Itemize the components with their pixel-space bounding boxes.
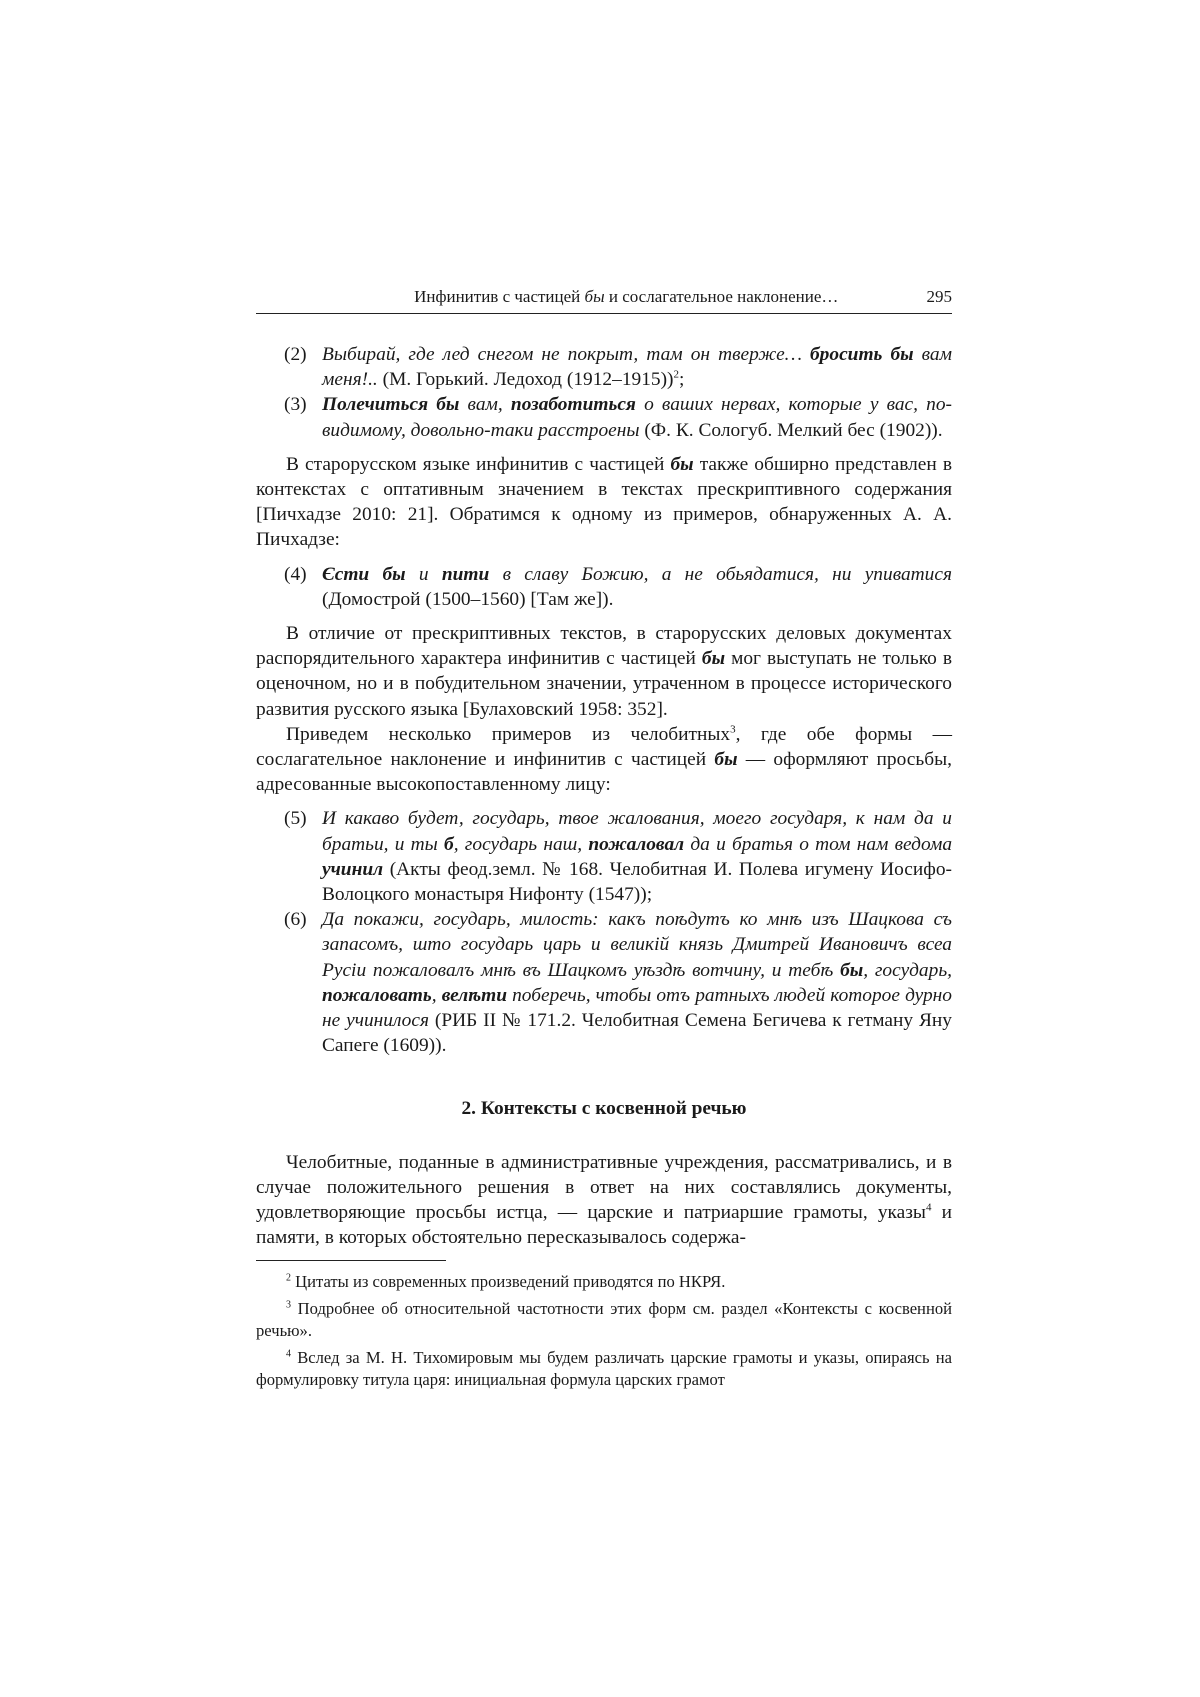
example-number: (5) (284, 808, 307, 830)
section-heading: 2. Контексты с косвенной речью (461, 1098, 747, 1120)
page-body (256, 342, 952, 1396)
paragraph-4: Челобитные, поданные в административные учреждения, рассматривались, и в случае положительного решения в ответ на них составлялись документы, удовлетворяющие просьбы истца, — царские и патриаршие грамоты, указы$^4$ и памяти, в которых обстоятельно пересказывалось содержа- (256, 1151, 952, 1249)
footnote-2: $^2$ Цитаты из современных произведений приводятся по НКРЯ. (286, 1271, 726, 1291)
running-header (256, 287, 952, 314)
example-number: (2) (284, 344, 307, 365)
paragraph-3: Приведем несколько примеров из челобитных$^3$, где обе формы — сослагательное наклонение и инфинитив с частицей бы — оформляют просьбы, адресованные высокопоставленному лицу: (256, 723, 952, 796)
example-number: (4) (284, 563, 307, 585)
paragraph-2: В отличие от прескриптивных текстов, в старорусских деловых документах распорядительного характера инфинитив с частицей бы мог выступать не только в оценочном, но и в побудительном значении, утраченном в процессе исторического развития русского языка [Булаховский 1958: 352]. (256, 623, 952, 720)
example-number: (3) (284, 394, 307, 416)
footnote-3: $^3$ Подробнее об относительной частотности этих форм см. раздел «Контексты с косвенной речью». (256, 1298, 952, 1340)
footnote-ref[interactable]: 4 (925, 1201, 932, 1214)
example-4: (4) Єсти бы и пити в славу Божию, а не обьядатися, ни упиватися (Домострой (1500–1560) [Там же]). (284, 563, 952, 610)
example-3: (3) Полечиться бы вам, позаботиться о ваших нервах, которые у вас, по-видимому, довольно-таки расстроены (Ф. К. Сологуб. Мелкий бес (1902)). (284, 394, 953, 441)
example-5: (5) И какаво будет, государь, твое жалования, моего государя, к нам да и братьи, и ты б, государь наш, пожаловал да и братья о том нам ведома учинил (Акты феод.земл. № 168. Челобитная И. Полева игумену Иосифо-Волоцкого монастыря Нифонту (1547)); (284, 808, 953, 906)
paragraph-1: В старорусском языке инфинитив с частицей бы также обширно представлен в контекстах с оптативным значением в текстах прескриптивного содержания [Пичхадзе 2010: 21]. Обратимся к одному из примеров, обнаруженных А. А. Пичхадзе: (256, 453, 952, 551)
running-title: Инфинитив с частицей бы и сослагательное наклонение… (414, 287, 839, 306)
footnote-separator (256, 1260, 446, 1261)
footnote-ref[interactable]: 3 (730, 723, 736, 736)
example-number: (6) (284, 909, 307, 931)
footnote-4: $^4$ Вслед за М. Н. Тихомировым мы будем различать царские грамоты и указы, опираясь на формулировку титула царя: инициальная формула царских грамот (256, 1347, 952, 1389)
footnote-ref[interactable]: 2 (673, 368, 680, 381)
page-number: 295 (926, 287, 952, 306)
example-6: (6) Да покажи, государь, милость: какъ поѣдутъ ко мнѣ изъ Шацкова съ запасомъ, што государь царь и великій князь Дмитрей Ивановичъ всеа Русіи пожаловалъ мнѣ въ Шацкомъ уѣздѣ вотчину, и тебѣ бы, государь, пожаловать, велѣти поберечь, чтобы отъ ратныхъ людей которое дурно не учинилося (РИБ II № 171.2. Челобитная Семена Бегичева к гетману Яну Сапеге (1609)). (284, 909, 952, 1057)
example-2: (2) Выбирай, где лед снегом не покрыт, там он тверже… бросить бы вам меня!.. (М. Горький. Ледоход (1912–1915))$^2$; (284, 344, 953, 391)
